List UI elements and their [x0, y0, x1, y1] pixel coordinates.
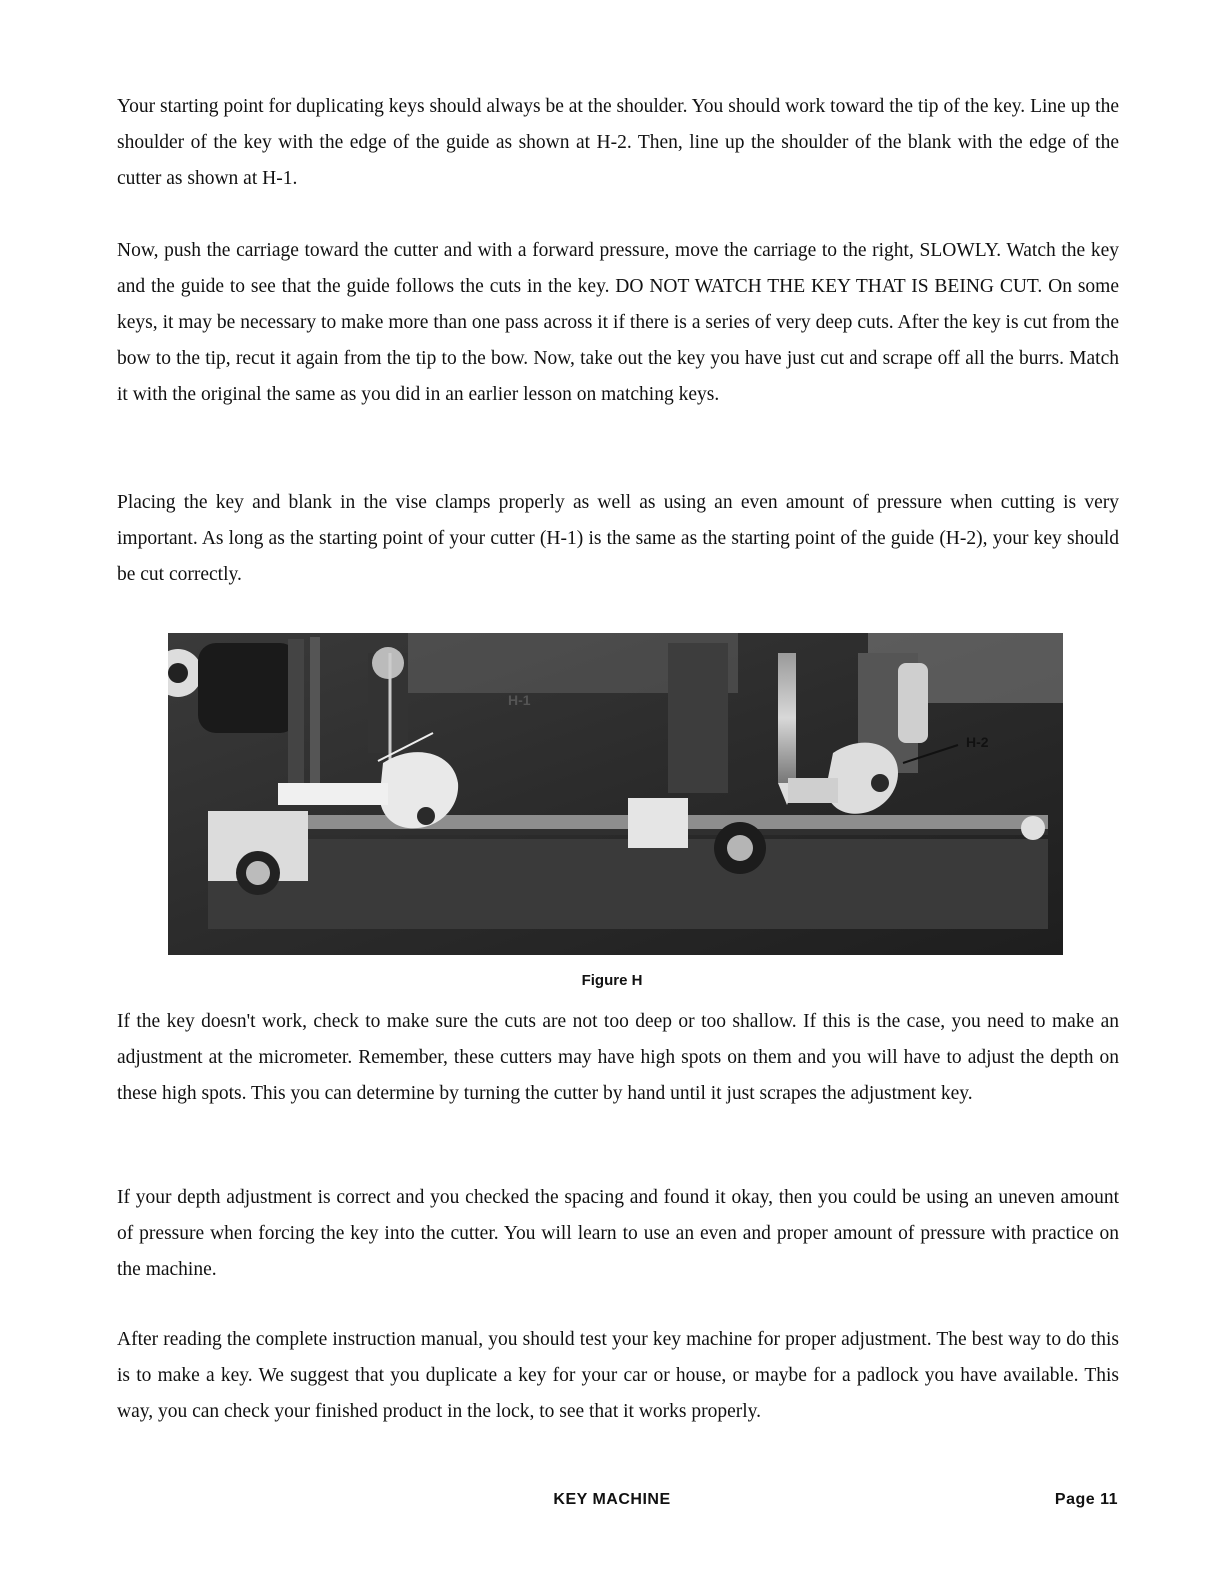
paragraph-placing-key: Placing the key and blank in the vise clamps properly as well as using an even amount of pressure when cutting is very important. As long as the starting point of your cutter (H-1) is the same as the starting point of the guide (H-2), your key should be cut correctly. — [117, 492, 1119, 585]
footer-title: KEY MACHINE — [553, 1491, 671, 1508]
paragraph-test-machine: After reading the complete instruction manual, you should test your key machine for proper adjustment. The best way to do this is to make a key. We suggest that you duplicate a key for your car or house, or maybe for a padlock you have available. This way, you can check your finished product in the lock, to see that it works properly. — [117, 1329, 1119, 1422]
label-h2: H-2 — [966, 734, 989, 750]
label-h1: H-1 — [508, 692, 531, 708]
key-machine-illustration — [168, 633, 1063, 955]
key-machine-photo — [168, 633, 1063, 955]
paragraph-push-carriage: Now, push the carriage toward the cutter and with a forward pressure, move the carriage to the right, SLOWLY. Watch the key and the guide to see that the guide follows the cuts in the key. DO NOT WATCH THE KEY THAT IS BEING CUT. On some keys, it may be necessary to make more than one pass across it if there is a series of very deep cuts. After the key is cut from the bow to the tip, recut it again from the tip to the bow. Now, take out the key you have just cut and scrape off all the burrs. Match it with the original the same as you did in an earlier lesson on matching keys. — [117, 240, 1119, 405]
page-number: Page 11 — [1054, 1491, 1118, 1508]
figure-caption: Figure H — [581, 972, 643, 989]
paragraph-depth-adjustment: If your depth adjustment is correct and you checked the spacing and found it okay, then you could be using an uneven amount of pressure when forcing the key into the cutter. You will learn to use an even and proper amount of pressure with practice on the machine. — [117, 1187, 1119, 1280]
paragraph-starting-point: Your starting point for duplicating keys should always be at the shoulder. You should work toward the tip of the key. Line up the shoulder of the key with the edge of the guide as shown at H-2. Then, line up the shoulder of the blank with the edge of the cutter as shown at H-1. — [117, 96, 1119, 189]
paragraph-key-doesnt-work: If the key doesn't work, check to make sure the cuts are not too deep or too shallow. If this is the case, you need to make an adjustment at the micrometer. Remember, these cutters may have high spots on them and you will have to adjust the depth on these high spots. This you can determine by turning the cutter by hand until it just scrapes the adjustment key. — [117, 1011, 1119, 1104]
